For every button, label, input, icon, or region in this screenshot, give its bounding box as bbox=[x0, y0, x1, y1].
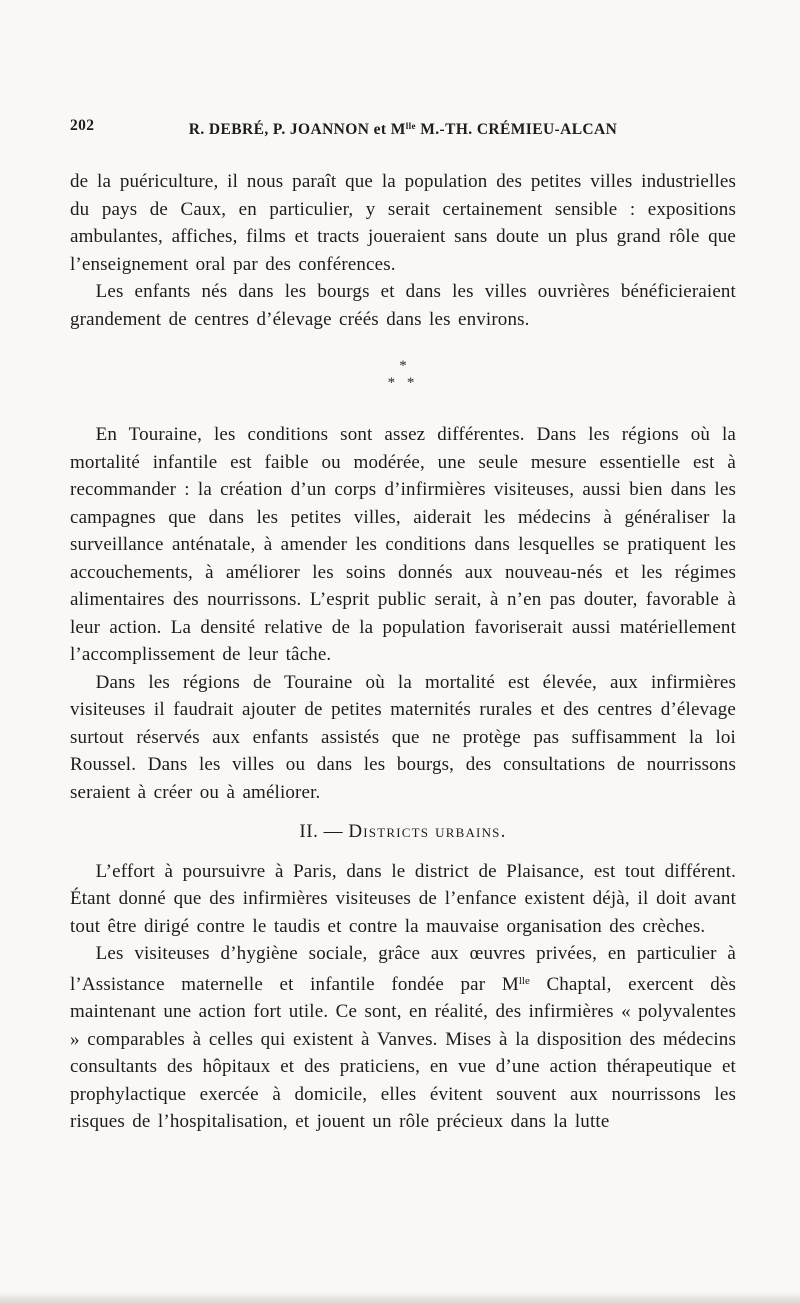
paragraph: L’effort à poursuivre à Paris, dans le district de Plaisance, est tout différent. Étant donné que des infirmières visiteuses de l’enfance existent déjà, il doit avant tout être dirigé contre le taudis et contre la mauvaise organisation des crèches. bbox=[70, 860, 736, 937]
running-title bbox=[189, 121, 617, 138]
paragraph-continuation: de la puériculture, il nous paraît que la population des petites villes industrielles du pays de Caux, en particulier, y serait certainement sensible : expositions ambulantes, affiches, films et tracts joueraient sans doute un plus grand rôle que l’enseignement oral par des conférences. bbox=[70, 171, 736, 275]
paragraph-text-post: Chaptal, exercent dès maintenant une action fort utile. Ce sont, en réalité, des infirmières « polyvalentes » comparables à celles qui existent à Vanves. Mises à la disposition des médecins consultants des hôpitaux et des praticiens, en vue d’une action thérapeutique et prophylactique exercée à domicile, elles évitent souvent aux nourrissons les risques de l’hospitalisation, et jouent un rôle précieux dans la lutte bbox=[70, 973, 736, 1132]
paragraph: En Touraine, les conditions sont assez différentes. Dans les régions où la mortalité infantile est faible ou modérée, une seule mesure essentielle est à recommander : la création d’un corps d’infirmières visiteuses, aussi bien dans les campagnes que dans les petites villes, aiderait les médecins à généraliser la surveillance anténatale, à amender les conditions dans lesquelles se pratiquent les accouchements, à améliorer les soins donnés aux nouveau-nés et les régimes alimentaires des nourrissons. L’esprit public serait, à n’en pas douter, favorable à leur action. La densité relative de la population favoriserait aussi matériellement l’accomplissement de leur tâche. bbox=[70, 424, 736, 665]
page-number: 202 bbox=[70, 117, 95, 134]
asterism-divider bbox=[70, 359, 736, 391]
paragraph: Dans les régions de Touraine où la mortalité est élevée, aux infirmières visiteuses il faudrait ajouter de petites maternités rurales et des centres d’élevage surtout réservés aux enfants assistés que ne protège pas suffisamment la loi Roussel. Dans les villes ou dans les bourgs, des consultations de nourrissons seraient à créer ou à améliorer. bbox=[70, 671, 736, 803]
section-heading bbox=[70, 818, 736, 846]
paragraph-text-pre: Les visiteuses d’hygiène sociale, grâce aux œuvres privées, en particulier à l’Assistance maternelle et infantile fondée par M bbox=[70, 943, 736, 995]
scan-edge-shadow bbox=[0, 1292, 800, 1304]
paragraph bbox=[70, 940, 736, 1136]
paragraph-superscript: lle bbox=[518, 974, 530, 987]
asterism-top: * bbox=[399, 358, 407, 374]
asterism-bottom: * * bbox=[387, 375, 419, 391]
paragraph: Les enfants nés dans les bourgs et dans les villes ouvrières bénéficieraient grandement de centres d’élevage créés dans les environs. bbox=[70, 281, 736, 330]
section-heading-number: II. — bbox=[299, 821, 349, 842]
running-title-text-pre: R. DEBRÉ, P. JOANNON et M bbox=[188, 121, 406, 138]
section-heading-title: Districts urbains. bbox=[348, 821, 507, 842]
page-body bbox=[70, 168, 736, 1136]
running-title-superscript: lle bbox=[405, 121, 416, 131]
running-title-text-post: M.-TH. CRÉMIEU-ALCAN bbox=[415, 121, 618, 138]
running-header bbox=[70, 116, 736, 140]
